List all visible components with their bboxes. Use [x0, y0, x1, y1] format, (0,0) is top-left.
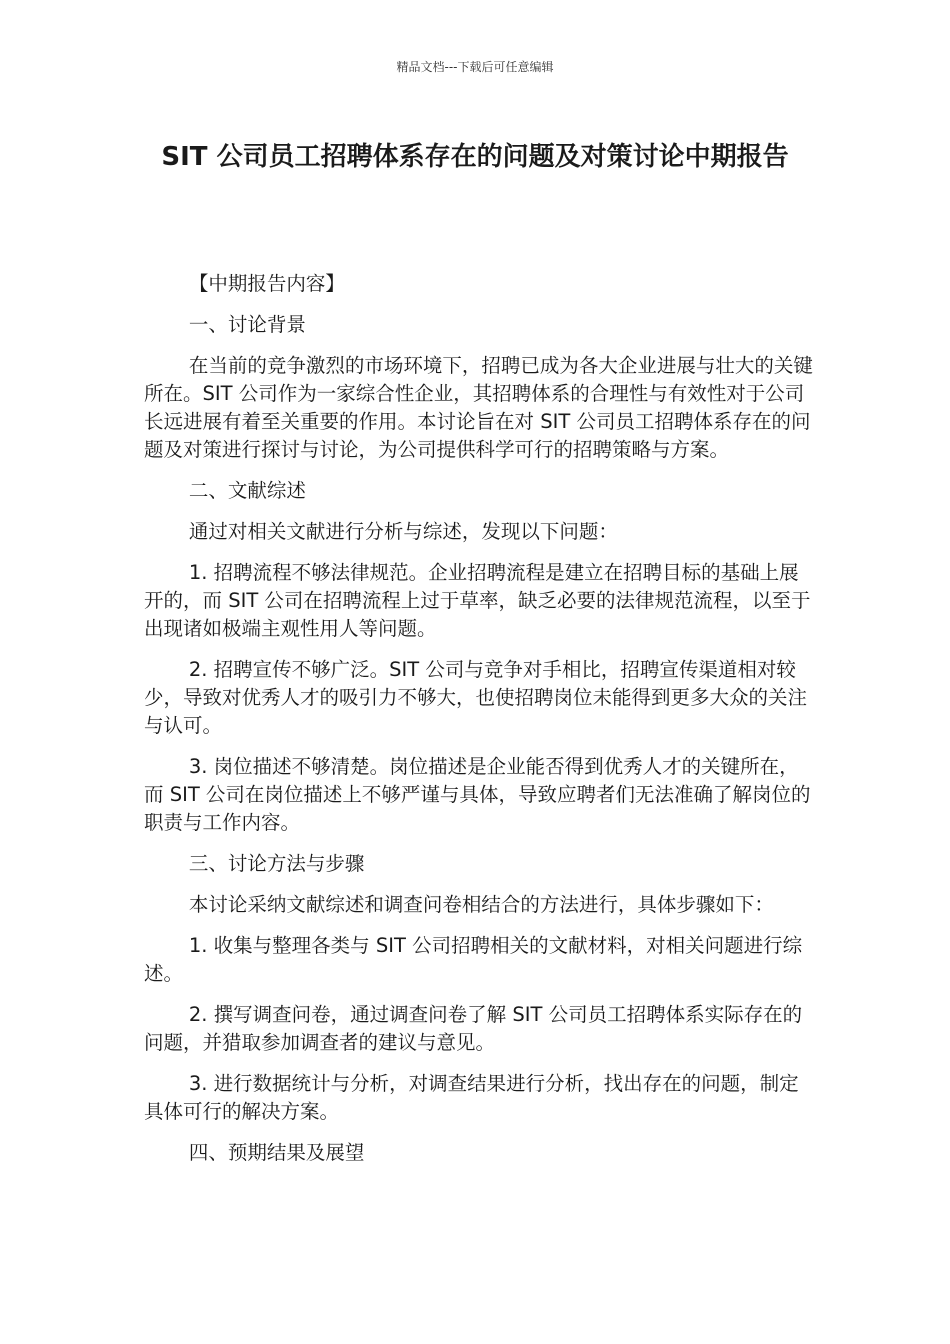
section-heading: 四、预期结果及展望: [188, 1141, 365, 1164]
list-item: 2. 撰写调查问卷，通过调查问卷了解 SIT 公司员工招聘体系实际存在的问题，并猎取参加调查者的建议与意见。: [144, 1003, 803, 1054]
section-heading: 【中期报告内容】: [188, 272, 345, 295]
body-paragraph: 本讨论采纳文献综述和调查问卷相结合的方法进行，具体步骤如下：: [188, 893, 774, 916]
body-paragraph: 通过对相关文献进行分析与综述，发现以下问题：: [188, 520, 618, 543]
list-item: 3. 进行数据统计与分析，对调查结果进行分析，找出存在的问题，制定具体可行的解决方案。: [144, 1072, 799, 1123]
page-header: 精品文档---下载后可任意编辑: [396, 60, 554, 74]
section-heading: 一、讨论背景: [188, 313, 306, 336]
list-item: 2. 招聘宣传不够广泛。SIT 公司与竞争对手相比，招聘宣传渠道相对较少，导致对优秀人才的吸引力不够大，也使招聘岗位未能得到更多大众的关注与认可。: [144, 658, 808, 737]
section-heading: 三、讨论方法与步骤: [188, 852, 365, 875]
list-item: 1. 收集与整理各类与 SIT 公司招聘相关的文献材料，对相关问题进行综述。: [144, 934, 803, 985]
document-title: SIT 公司员工招聘体系存在的问题及对策讨论中期报告: [161, 142, 789, 172]
body-paragraph: 在当前的竞争激烈的市场环境下，招聘已成为各大企业进展与壮大的关键所在。SIT 公司作为一家综合性企业，其招聘体系的合理性与有效性对于公司长远进展有着至关重要的作用。本讨论旨在对 SIT 公司员工招聘体系存在的问题及对策进行探讨与讨论，为公司提供科学可行的招聘策略与方案。: [144, 354, 813, 461]
list-item: 3. 岗位描述不够清楚。岗位描述是企业能否得到优秀人才的关键所在，而 SIT 公司在岗位描述上不够严谨与具体，导致应聘者们无法准确了解岗位的职责与工作内容。: [144, 755, 811, 834]
document-body: [144, 270, 816, 1180]
section-heading: 二、文献综述: [188, 479, 306, 502]
list-item: 1. 招聘流程不够法律规范。企业招聘流程是建立在招聘目标的基础上展开的，而 SIT 公司在招聘流程上过于草率，缺乏必要的法律规范流程，以至于出现诸如极端主观性用人等问题。: [144, 561, 811, 640]
